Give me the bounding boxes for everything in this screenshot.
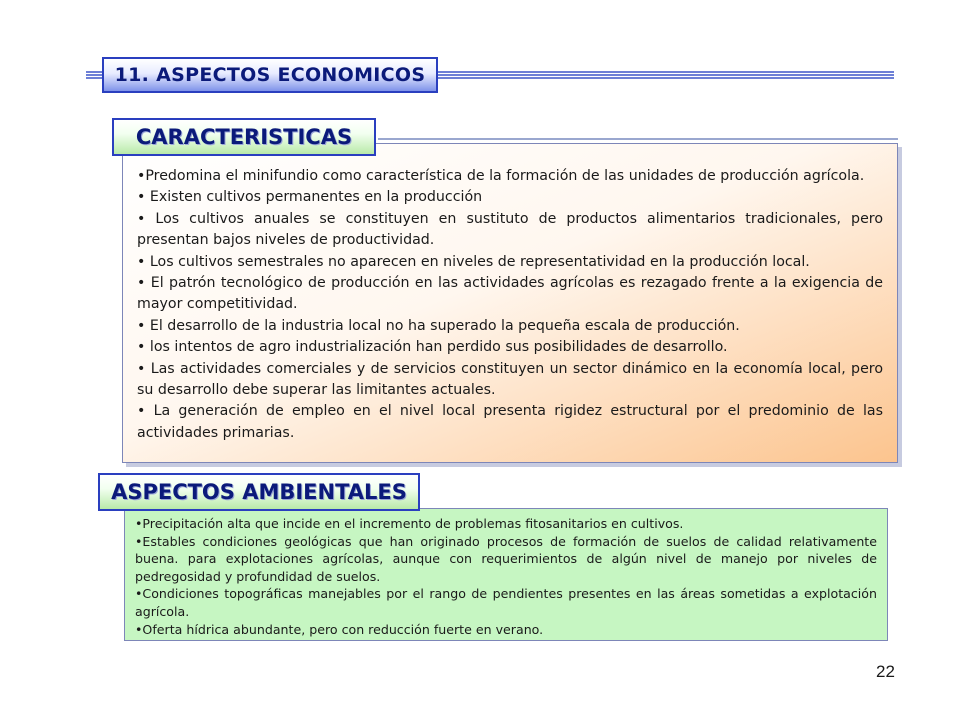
page-number: 22 (876, 662, 895, 681)
caracteristicas-box (122, 143, 898, 463)
list-item: • Existen cultivos permanentes en la producción (137, 189, 483, 206)
list-item: • El patrón tecnológico de producción en las actividades agrícolas es rezagado frente a la exigencia de mayor competitividad. (137, 275, 883, 313)
list-item: • La generación de empleo en el nivel local presenta rigidez estructural por el predominio de las actividades primarias. (137, 403, 883, 441)
caracteristicas-label: CARACTERISTICAS (112, 118, 376, 156)
ambientales-label: ASPECTOS AMBIENTALES (98, 473, 420, 511)
list-item: •Condiciones topográficas manejables por el rango de pendientes presentes en las áreas sometidas a explotación agrícola. (135, 586, 877, 619)
ambientales-box (124, 508, 888, 641)
list-item: • Los cultivos semestrales no aparecen en niveles de representatividad en la producción local. (137, 253, 810, 270)
list-item: • Las actividades comerciales y de servicios constituyen un sector dinámico en la economía local, pero su desarrollo debe superar las limitantes actuales. (137, 360, 883, 399)
section-title: 11. ASPECTOS ECONOMICOS (102, 57, 438, 93)
title-rule-right (438, 71, 894, 79)
list-item: • los intentos de agro industrialización han perdido sus posibilidades de desarrollo. (137, 339, 728, 356)
list-item: • El desarrollo de la industria local no ha superado la pequeña escala de producción. (137, 317, 740, 334)
label-underline (378, 138, 898, 140)
list-item: •Oferta hídrica abundante, pero con reducción fuerte en verano. (135, 621, 544, 637)
list-item: • Los cultivos anuales se constituyen en sustituto de productos alimentarios tradicionales, pero presentan bajos niveles de productividad. (137, 210, 883, 249)
list-item: •Estables condiciones geológicas que han originado procesos de formación de suelos de calidad relativamente buena. para explotaciones agrícolas, aunque con requerimientos de algún nivel de manejo por niveles de pedregosidad y profundidad de suelos. (135, 533, 877, 584)
list-item: •Precipitación alta que incide en el incremento de problemas fitosanitarios en cultivos. (135, 516, 684, 531)
list-item: •Predomina el minifundio como característica de la formación de las unidades de producción agrícola. (137, 168, 865, 184)
